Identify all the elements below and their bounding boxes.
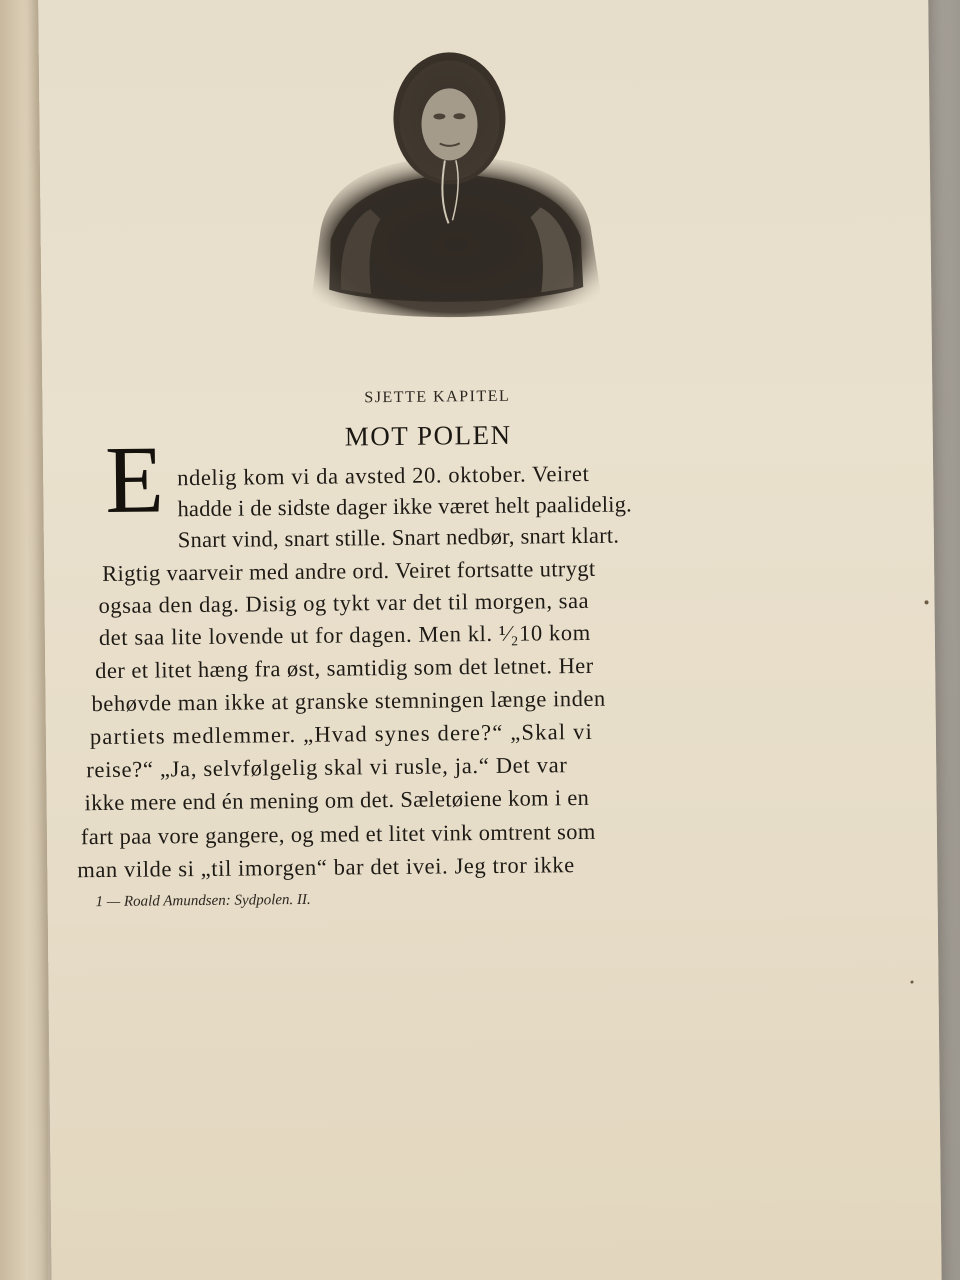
page-footer: 1 — Roald Amundsen: Sydpolen. II. xyxy=(95,891,311,911)
paper-speck xyxy=(925,600,929,604)
page-text xyxy=(38,0,942,1280)
text-line: reise?“ „Ja, selvfølgelig skal vi rusle, ja.“ Det var xyxy=(86,752,568,783)
text-line: man vilde si „til imorgen“ bar det ivei. Jeg tror ikke xyxy=(77,852,575,883)
text-line: ikke mere end én mening om det. Sæletøiene kom i en xyxy=(84,784,590,816)
book-page xyxy=(38,0,942,1280)
text-line: ndelig kom vi da avsted 20. oktober. Veiret xyxy=(177,460,590,491)
text-line: Rigtig vaarveir med andre ord. Veiret fortsatte utrygt xyxy=(102,555,596,587)
chapter-label: SJETTE KAPITEL xyxy=(364,387,511,407)
text-line: Snart vind, snart stille. Snart nedbør, snart klart. xyxy=(177,522,620,553)
text-line: der et litet hæng fra øst, samtidig som det letnet. Her xyxy=(95,652,594,684)
text-line: partiets medlemmer. „Hvad synes dere?“ „Skal vi xyxy=(89,718,594,750)
text-line: hadde i de sidste dager ikke været helt paalidelig. xyxy=(177,491,633,522)
dropcap-letter: E xyxy=(104,425,165,533)
text-line: det saa lite lovende ut for dagen. Men kl. ¹⁄₂10 kom xyxy=(98,619,591,651)
text-line: behøvde man ikke at granske stemningen længe inden xyxy=(91,685,606,717)
chapter-title: MOT POLEN xyxy=(344,419,512,452)
paper-speck xyxy=(911,981,914,984)
text-line: ogsaa den dag. Disig og tykt var det til morgen, saa xyxy=(98,587,590,619)
text-line: fart paa vore gangere, og med et litet vink omtrent som xyxy=(80,818,596,850)
